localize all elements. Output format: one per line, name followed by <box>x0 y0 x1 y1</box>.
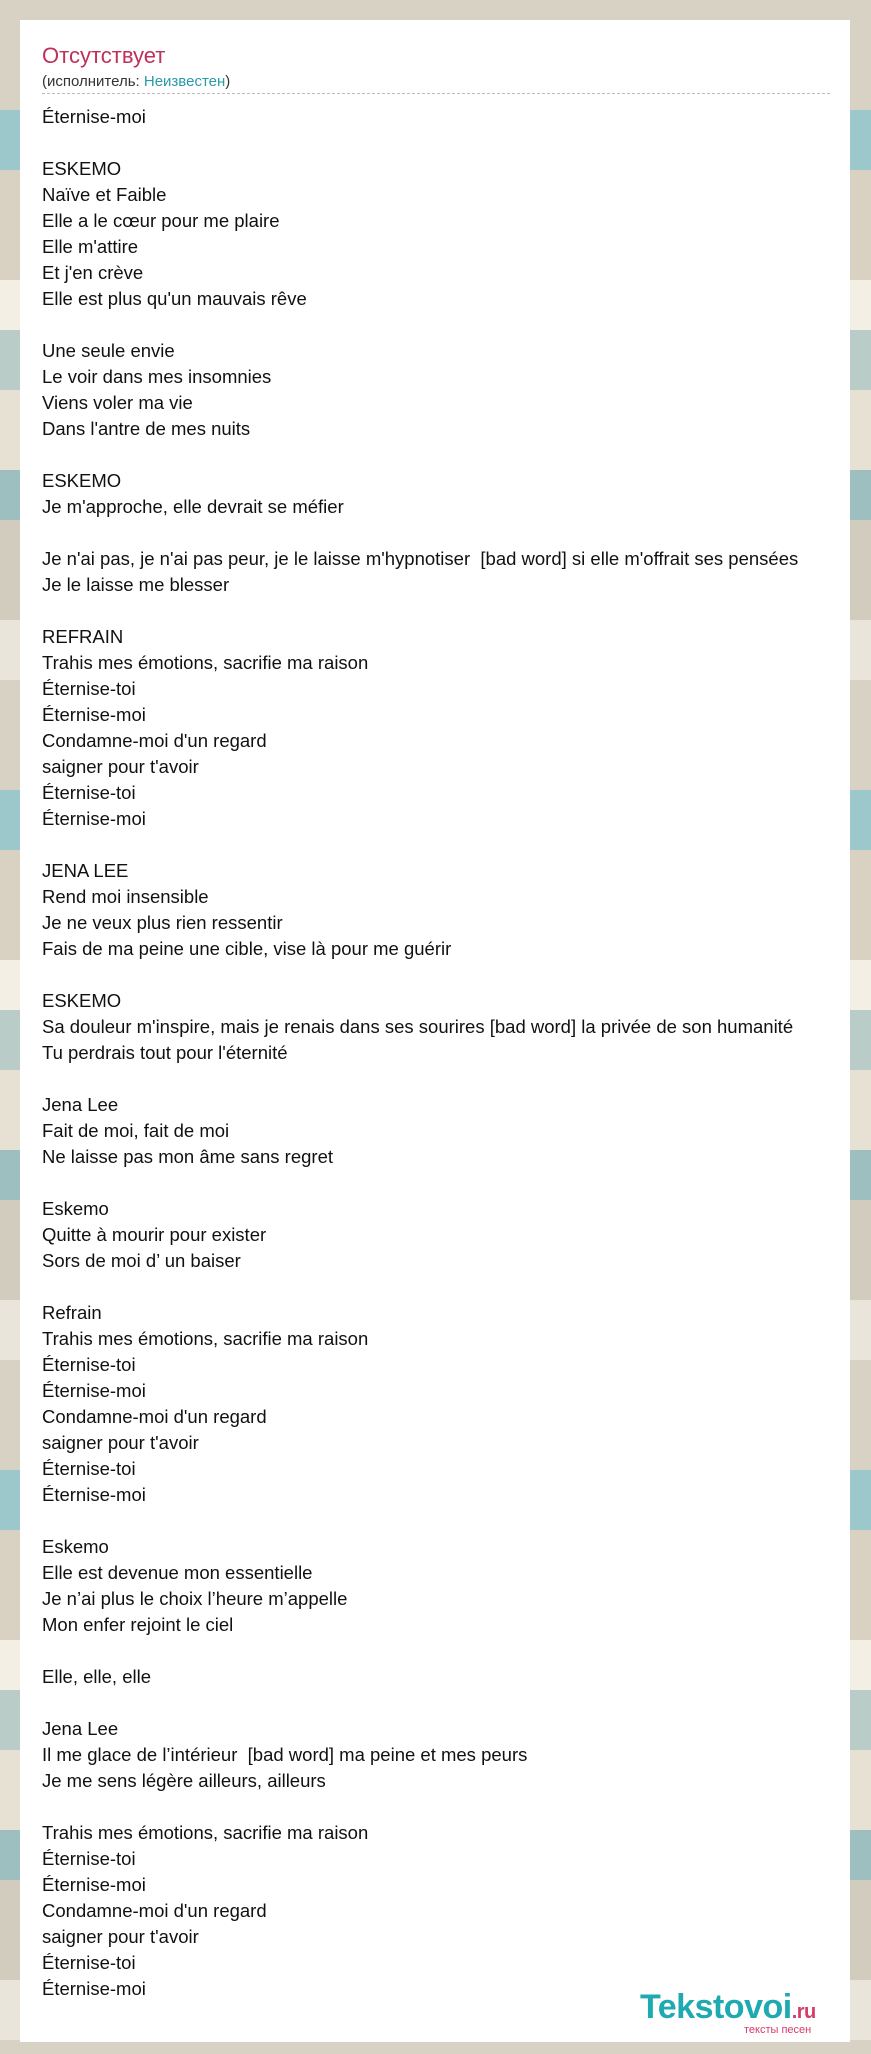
lyric-line: Éternise-moi <box>42 1484 146 1505</box>
lyric-line: Le voir dans mes insomnies <box>42 366 272 387</box>
lyric-line: ESKEMO <box>42 158 122 179</box>
lyric-line: Mon enfer rejoint le ciel <box>42 1614 234 1635</box>
lyric-line: Je m'approche, elle devrait se méfier <box>42 496 344 517</box>
artist-link[interactable]: Неизвестен <box>143 73 226 90</box>
lyric-line: Elle m'attire <box>42 236 139 257</box>
lyric-line: ESKEMO <box>42 990 122 1011</box>
lyric-line: Et j'en crève <box>42 262 144 283</box>
artist-prefix: (исполнитель: <box>42 73 144 90</box>
lyric-line: Eskemo <box>42 1198 109 1219</box>
artist-line <box>42 72 230 92</box>
artist-suffix: ) <box>225 73 231 90</box>
lyric-blank-line <box>42 1508 852 1534</box>
lyric-line: Il me glace de l’intérieur [bad word] ma peine et mes peurs <box>42 1744 528 1765</box>
lyric-blank-line <box>42 312 852 338</box>
lyric-blank-line <box>42 1274 852 1300</box>
lyric-line: Éternise-toi <box>42 1458 136 1479</box>
logo-subtitle: тексты песен <box>744 2024 812 2036</box>
lyric-line: Éternise-moi <box>42 1874 146 1895</box>
lyric-line: Sa douleur m'inspire, mais je renais dans ses sourires [bad word] la privée de son humanité <box>42 1016 794 1037</box>
lyric-line: Elle, elle, elle <box>42 1666 152 1687</box>
lyric-line: Trahis mes émotions, sacrifie ma raison <box>42 652 369 673</box>
lyric-line: Une seule envie <box>42 340 175 361</box>
lyric-line: Je le laisse me blesser <box>42 574 230 595</box>
logo-main-text: Tekstovoi <box>640 1988 792 2026</box>
lyric-blank-line <box>42 1066 852 1092</box>
lyric-line: Éternise-toi <box>42 678 136 699</box>
lyric-line: Je n'ai pas, je n'ai pas peur, je le laisse m'hypnotiser [bad word] si elle m'offrait ses pensées <box>42 548 799 569</box>
lyric-line: Je me sens légère ailleurs, ailleurs <box>42 1770 326 1791</box>
lyric-blank-line <box>42 1794 852 1820</box>
lyric-line: Condamne-moi d'un regard <box>42 1406 267 1427</box>
lyric-blank-line <box>42 130 852 156</box>
lyric-line: Ne laisse pas mon âme sans regret <box>42 1146 333 1167</box>
lyric-line: Fait de moi, fait de moi <box>42 1120 230 1141</box>
lyric-line: Condamne-moi d'un regard <box>42 1900 267 1921</box>
lyric-line: Tu perdrais tout pour l'éternité <box>42 1042 288 1063</box>
lyric-blank-line <box>42 1170 852 1196</box>
header-divider <box>42 93 830 94</box>
lyric-line: saigner pour t'avoir <box>42 1926 199 1947</box>
lyric-blank-line <box>42 520 852 546</box>
lyric-line: Fais de ma peine une cible, vise là pour me guérir <box>42 938 452 959</box>
lyric-line: ESKEMO <box>42 470 122 491</box>
lyric-line: Je n’ai plus le choix l’heure m’appelle <box>42 1588 348 1609</box>
lyric-line: Éternise-moi <box>42 106 146 127</box>
lyrics-body <box>42 104 852 2002</box>
lyric-line: REFRAIN <box>42 626 124 647</box>
lyric-blank-line <box>42 832 852 858</box>
lyric-line: Elle est devenue mon essentielle <box>42 1562 313 1583</box>
lyric-line: Éternise-toi <box>42 1848 136 1869</box>
lyric-line: Éternise-moi <box>42 704 146 725</box>
lyric-line: Elle a le cœur pour me plaire <box>42 210 280 231</box>
lyric-line: Éternise-moi <box>42 1380 146 1401</box>
lyric-line: Jena Lee <box>42 1718 119 1739</box>
lyric-line: Naïve et Faible <box>42 184 167 205</box>
lyric-line: Viens voler ma vie <box>42 392 193 413</box>
lyric-line: JENA LEE <box>42 860 129 881</box>
lyric-line: Je ne veux plus rien ressentir <box>42 912 283 933</box>
lyric-blank-line <box>42 442 852 468</box>
lyric-blank-line <box>42 598 852 624</box>
lyric-blank-line <box>42 1638 852 1664</box>
lyric-line: Dans l'antre de mes nuits <box>42 418 251 439</box>
lyric-line: Éternise-toi <box>42 1354 136 1375</box>
lyric-line: Eskemo <box>42 1536 109 1557</box>
lyric-line: Éternise-toi <box>42 1952 136 1973</box>
lyric-blank-line <box>42 962 852 988</box>
lyric-line: saigner pour t'avoir <box>42 756 199 777</box>
lyric-line: Elle est plus qu'un mauvais rêve <box>42 288 307 309</box>
lyric-line: Trahis mes émotions, sacrifie ma raison <box>42 1822 369 1843</box>
lyric-line: saigner pour t'avoir <box>42 1432 199 1453</box>
site-logo[interactable] <box>640 1988 860 2038</box>
lyrics-card <box>20 20 850 2042</box>
lyric-blank-line <box>42 1690 852 1716</box>
song-title: Отсутствует <box>42 43 166 68</box>
lyric-line: Éternise-moi <box>42 1978 146 1999</box>
lyric-line: Quitte à mourir pour exister <box>42 1224 267 1245</box>
lyric-line: Éternise-moi <box>42 808 146 829</box>
lyric-line: Trahis mes émotions, sacrifie ma raison <box>42 1328 369 1349</box>
logo-tld: .ru <box>791 2001 816 2023</box>
lyric-line: Condamne-moi d'un regard <box>42 730 267 751</box>
lyric-line: Jena Lee <box>42 1094 119 1115</box>
lyric-line: Refrain <box>42 1302 102 1323</box>
lyric-line: Éternise-toi <box>42 782 136 803</box>
lyric-line: Sors de moi d’ un baiser <box>42 1250 241 1271</box>
lyric-line: Rend moi insensible <box>42 886 209 907</box>
